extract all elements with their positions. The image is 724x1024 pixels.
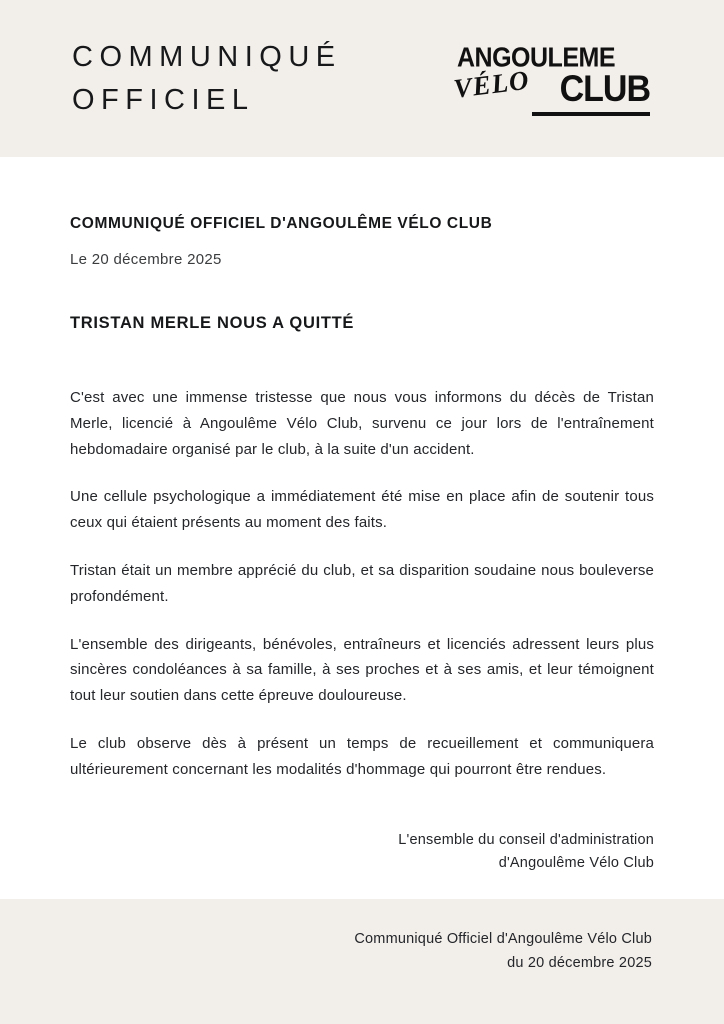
footer-line-1: Communiqué Officiel d'Angoulême Vélo Club [354,931,652,947]
body-paragraph: C'est avec une immense tristesse que nous vous informons du décès de Tristan Merle, licencié à Angoulême Vélo Club, survenu ce jour lors de l'entraînement hebdomadaire organisé par le club, à la suite d'un accident. [70,389,654,458]
body-paragraph: L'ensemble des dirigeants, bénévoles, entraîneurs et licenciés adressent leurs plus sincères condoléances à sa famille, à ses proches et à ses amis, et leur témoignent tout leur soutien dans cette épreuve douloureuse. [70,635,654,705]
logo-text-angouleme: ANGOULEME [457,41,615,73]
document-footer [0,899,724,1024]
footer-line-2: du 20 décembre 2025 [507,955,652,972]
signature-line-2: d'Angoulême Vélo Club [498,855,654,872]
club-logo [452,38,652,120]
logo-text-velo: VÉLO [452,64,532,104]
logo-underline [532,112,650,116]
logo-text-club: CLUB [559,67,650,110]
page-title: COMMUNIQUÉ OFFICIEL [72,41,342,116]
body-paragraph: Tristan était un membre apprécié du club, et sa disparition soudaine nous bouleverse profondément. [70,561,654,605]
document-body [0,157,724,899]
document-date: Le 20 décembre 2025 [70,251,222,268]
document-header [0,0,724,157]
document-headline: TRISTAN MERLE NOUS A QUITTÉ [70,314,355,332]
signature-block [70,829,654,876]
document-kicker: COMMUNIQUÉ OFFICIEL D'ANGOULÊME VÉLO CLUB [70,215,493,232]
signature-line-1: L'ensemble du conseil d'administration [398,831,654,848]
body-paragraph: Le club observe dès à présent un temps de recueillement et communiquera ultérieurement concernant les modalités d'hommage qui pourront être rendues. [70,734,654,778]
body-paragraph: Une cellule psychologique a immédiatement été mise en place afin de soutenir tous ceux qui étaient présents au moment des faits. [70,488,654,532]
